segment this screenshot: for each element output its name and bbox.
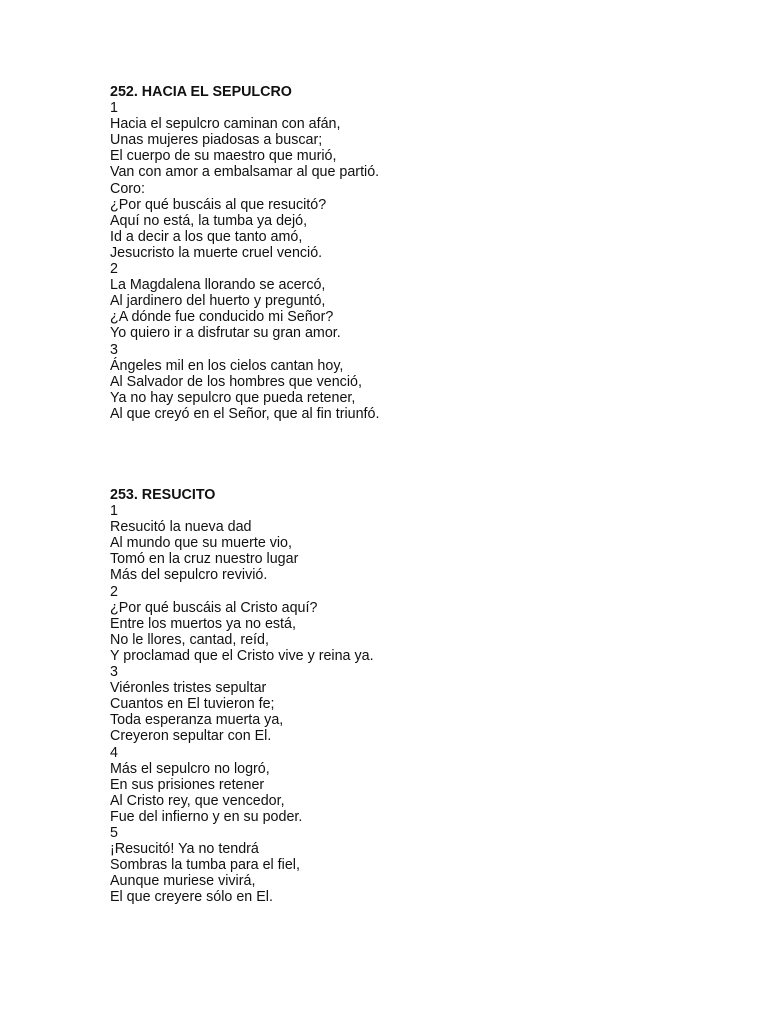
lyric-line: Toda esperanza muerta ya, xyxy=(110,712,284,729)
lyric-line: Ángeles mil en los cielos cantan hoy, xyxy=(110,357,344,374)
lyric-line: Aunque muriese vivirá, xyxy=(110,873,256,890)
verse-number: 1 xyxy=(110,503,118,520)
lyric-line: Al mundo que su muerte vio, xyxy=(110,535,292,552)
lyric-line: Unas mujeres piadosas a buscar; xyxy=(110,132,323,149)
lyric-line: Resucitó la nueva dad xyxy=(110,519,252,536)
lyric-line: Yo quiero ir a disfrutar su gran amor. xyxy=(110,325,341,342)
lyric-line: Id a decir a los que tanto amó, xyxy=(110,228,303,245)
lyric-line: ¿A dónde fue conducido mi Señor? xyxy=(110,309,334,326)
lyric-line: Al Cristo rey, que vencedor, xyxy=(110,792,285,809)
verse-number: 3 xyxy=(110,664,118,681)
verse-number: 5 xyxy=(110,824,118,841)
lyric-line: Cuantos en El tuvieron fe; xyxy=(110,696,275,713)
verse-number: 3 xyxy=(110,341,118,358)
lyric-line: ¿Por qué buscáis al que resucitó? xyxy=(110,196,327,213)
lyric-line: Ya no hay sepulcro que pueda retener, xyxy=(110,389,356,406)
lyric-line: La Magdalena llorando se acercó, xyxy=(110,277,326,294)
verse-number: 1 xyxy=(110,100,118,117)
lyric-line: ¡Resucitó! Ya no tendrá xyxy=(110,841,259,858)
lyric-line: Van con amor a embalsamar al que partió. xyxy=(110,164,380,181)
song-title: 252. HACIA EL SEPULCRO xyxy=(110,84,292,100)
verse-number: 4 xyxy=(110,744,118,761)
lyric-line: El cuerpo de su maestro que murió, xyxy=(110,148,337,165)
lyric-line: Aquí no está, la tumba ya dejó, xyxy=(110,212,308,229)
lyric-line: Entre los muertos ya no está, xyxy=(110,615,296,632)
lyric-line: Y proclamad que el Cristo vive y reina ya. xyxy=(110,647,374,664)
lyric-line: Hacia el sepulcro caminan con afán, xyxy=(110,116,341,133)
lyric-line: Sombras la tumba para el fiel, xyxy=(110,857,300,874)
verse-number: 2 xyxy=(110,583,118,600)
song-title: 253. RESUCITO xyxy=(110,487,216,503)
lyric-line: Fue del infierno y en su poder. xyxy=(110,808,303,825)
lyric-line: ¿Por qué buscáis al Cristo aquí? xyxy=(110,599,318,616)
lyric-line: Creyeron sepultar con El. xyxy=(110,728,272,745)
lyric-line: Al jardinero del huerto y preguntó, xyxy=(110,293,326,310)
lyric-line: Más del sepulcro revivió. xyxy=(110,567,268,584)
lyric-line: En sus prisiones retener xyxy=(110,776,265,793)
lyric-line: No le llores, cantad, reíd, xyxy=(110,631,269,648)
song-253 xyxy=(110,487,670,905)
lyric-line: Tomó en la cruz nuestro lugar xyxy=(110,551,299,568)
lyric-line: Más el sepulcro no logró, xyxy=(110,760,270,777)
lyric-line: El que creyere sólo en El. xyxy=(110,889,273,906)
chorus-label: Coro: xyxy=(110,180,145,197)
lyric-line: Jesucristo la muerte cruel venció. xyxy=(110,244,323,261)
song-252 xyxy=(110,84,670,422)
lyric-line: Al Salvador de los hombres que venció, xyxy=(110,373,362,390)
verse-number: 2 xyxy=(110,261,118,278)
lyric-line: Al que creyó en el Señor, que al fin triunfó. xyxy=(110,405,380,422)
lyric-line: Viéronles tristes sepultar xyxy=(110,680,267,697)
